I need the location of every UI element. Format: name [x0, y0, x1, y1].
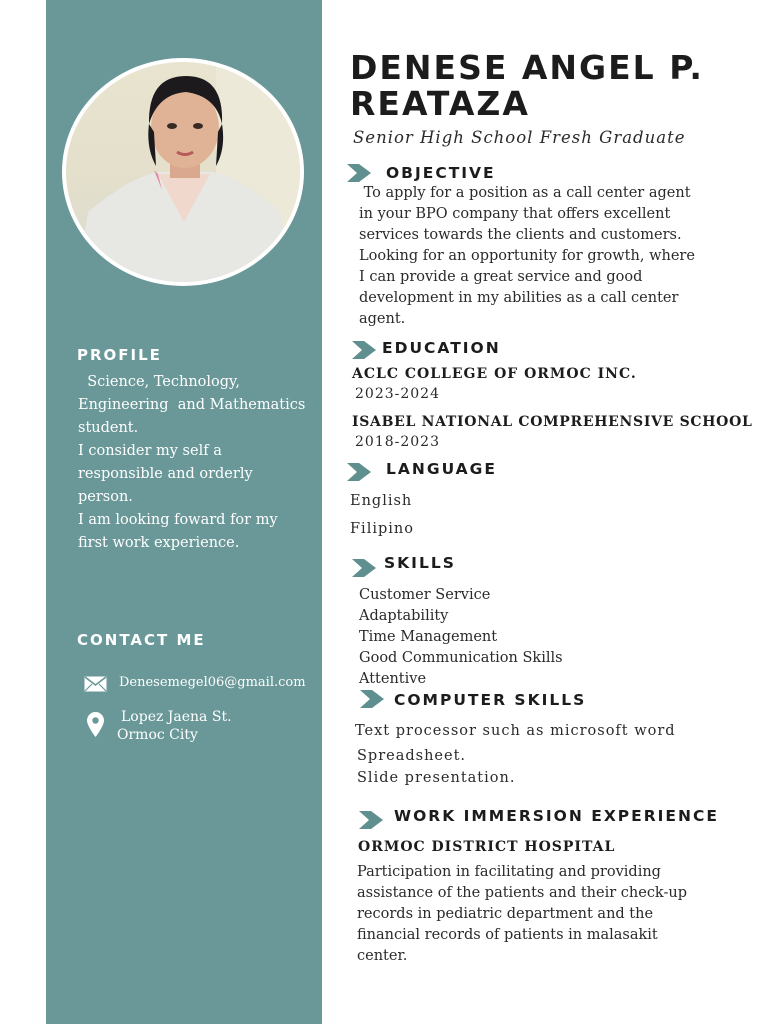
objective-heading: OBJECTIVE — [386, 164, 496, 182]
contact-heading: CONTACT ME — [77, 631, 206, 649]
computer-skills-chevron-icon — [360, 690, 384, 708]
language-chevron-icon — [347, 463, 371, 481]
school-name-1: ACLC COLLEGE OF ORMOC INC. — [352, 366, 637, 382]
education-heading: EDUCATION — [382, 339, 501, 357]
address-line-2: Ormoc City — [117, 727, 198, 743]
location-pin-icon — [87, 712, 104, 737]
work-chevron-icon — [359, 811, 383, 829]
skill-item: Time Management — [359, 629, 498, 645]
skill-item: Customer Service — [359, 587, 491, 603]
education-chevron-icon — [352, 341, 376, 359]
skill-item: Good Communication Skills — [359, 650, 563, 666]
language-heading: LANGUAGE — [386, 460, 497, 478]
full-name: DENESE ANGEL P. REATAZA — [350, 48, 704, 123]
school-years-2: 2018-2023 — [355, 434, 440, 450]
address-line-1: Lopez Jaena St. — [121, 709, 232, 725]
profile-heading: PROFILE — [77, 346, 162, 364]
computer-skill-item: Slide presentation. — [357, 770, 516, 786]
computer-skill-item: Text processor such as microsoft word — [355, 723, 676, 739]
email-icon — [84, 676, 107, 692]
work-heading: WORK IMMERSION EXPERIENCE — [394, 807, 719, 825]
language-item: Filipino — [350, 521, 414, 537]
computer-skills-heading: COMPUTER SKILLS — [394, 691, 587, 709]
objective-text: To apply for a position as a call center agent in your BPO company that offers excellent services towards the clients and customers. Looking for an opportunity for growth, where I can provide a great service and good development in my abilities as a call center agent. — [359, 185, 700, 327]
skill-item: Adaptability — [359, 608, 449, 624]
skills-chevron-icon — [352, 559, 376, 577]
profile-photo-image — [66, 62, 300, 282]
work-org: ORMOC DISTRICT HOSPITAL — [358, 839, 616, 855]
school-name-2: ISABEL NATIONAL COMPREHENSIVE SCHOOL — [352, 414, 753, 430]
language-item: English — [350, 493, 413, 509]
work-text: Participation in facilitating and providing assistance of the patients and their check-up records in pediatric department and the financial records of patients in malasakit center. — [357, 864, 687, 964]
skill-item: Attentive — [359, 671, 427, 687]
portrait-illustration — [66, 62, 300, 282]
school-years-1: 2023-2024 — [355, 386, 440, 402]
email-text[interactable]: Denesemegel06@gmail.com — [119, 675, 306, 690]
skills-heading: SKILLS — [384, 554, 456, 572]
computer-skill-item: Spreadsheet. — [357, 748, 467, 764]
objective-chevron-icon — [347, 164, 371, 182]
profile-photo — [62, 58, 304, 286]
profile-text: Science, Technology, Engineering and Mathematics student. I consider my self a responsible and orderly person. I am looking foward for my first work experience. — [78, 374, 306, 551]
subtitle: Senior High School Fresh Graduate — [353, 128, 686, 147]
